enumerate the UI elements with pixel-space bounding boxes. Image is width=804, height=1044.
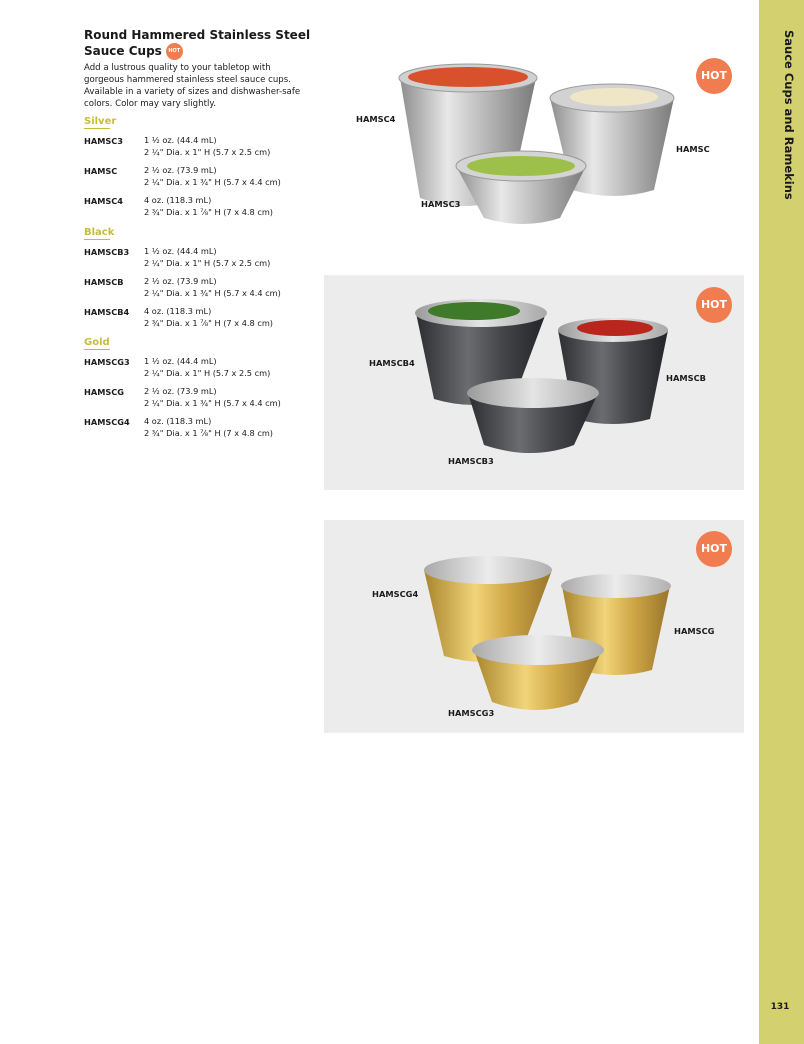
- item-code: HAMSC4: [84, 196, 123, 206]
- cup-label-small: HAMSCB3: [448, 456, 494, 466]
- item-capacity: 4 oz. (118.3 mL): [144, 306, 212, 316]
- silver-cups-illustration: [324, 30, 744, 250]
- item-capacity: 2 ½ oz. (73.9 mL): [144, 276, 217, 286]
- page-number: 131: [770, 1002, 790, 1012]
- item-spec: [144, 134, 314, 158]
- cup-label-large: HAMSC4: [356, 114, 396, 124]
- item-capacity: 1 ½ oz. (44.4 mL): [144, 135, 217, 145]
- cup-label-small: HAMSCG3: [448, 708, 495, 718]
- cup-label-small: HAMSC3: [421, 199, 461, 209]
- item-capacity: 2 ½ oz. (73.9 mL): [144, 165, 217, 175]
- hot-mini-badge: HOT: [166, 43, 183, 60]
- item-size: 2 ¾" Dia. x 1 ⁷⁄₈" H (7 x 4.8 cm): [144, 428, 273, 438]
- item-code: HAMSCG3: [84, 357, 130, 367]
- cup-label-medium: HAMSCG: [674, 626, 715, 636]
- sidebar-title: [762, 30, 802, 330]
- product-title: [84, 28, 314, 60]
- cup-label-large: HAMSCG4: [372, 589, 419, 599]
- item-size: 2 ¼" Dia. x 1 ¾" H (5.7 x 4.4 cm): [144, 177, 281, 187]
- photo-gold-cups: [324, 520, 744, 733]
- item-spec: [144, 305, 314, 329]
- section-label-black: Black: [84, 227, 115, 238]
- item-size: 2 ¾" Dia. x 1 ⁷⁄₈" H (7 x 4.8 cm): [144, 318, 273, 328]
- item-capacity: 1 ½ oz. (44.4 mL): [144, 246, 217, 256]
- item-size: 2 ¾" Dia. x 1 ⁷⁄₈" H (7 x 4.8 cm): [144, 207, 273, 217]
- cup-label-medium: HAMSC: [676, 144, 710, 154]
- item-capacity: 1 ½ oz. (44.4 mL): [144, 356, 217, 366]
- product-title-line2: Sauce Cups: [84, 44, 162, 58]
- cup-label-large: HAMSCB4: [369, 358, 415, 368]
- hot-badge: HOT: [696, 531, 732, 567]
- product-description: Add a lustrous quality to your tabletop with gorgeous hammered stainless steel sauce cups. Available in a variety of sizes and dishwasher-safe colors. Color may vary slightly.: [84, 63, 301, 109]
- item-size: 2 ¼" Dia. x 1 ¾" H (5.7 x 4.4 cm): [144, 288, 281, 298]
- item-size: 2 ¼" Dia. x 1" H (5.7 x 2.5 cm): [144, 147, 271, 157]
- item-spec: [144, 275, 314, 299]
- cup-label-medium: HAMSCB: [666, 373, 707, 383]
- item-spec: [144, 355, 314, 379]
- item-size: 2 ¼" Dia. x 1" H (5.7 x 2.5 cm): [144, 368, 271, 378]
- item-code: HAMSC3: [84, 136, 123, 146]
- photo-black-cups: [324, 275, 744, 490]
- item-code: HAMSCB4: [84, 307, 130, 317]
- item-size: 2 ¼" Dia. x 1 ¾" H (5.7 x 4.4 cm): [144, 398, 281, 408]
- item-spec: [144, 245, 314, 269]
- hot-badge: HOT: [696, 287, 732, 323]
- item-code: HAMSCB: [84, 277, 124, 287]
- item-spec: [144, 194, 314, 218]
- item-capacity: 4 oz. (118.3 mL): [144, 416, 212, 426]
- product-title-line1: Round Hammered Stainless Steel: [84, 28, 311, 42]
- item-code: HAMSCG: [84, 387, 124, 397]
- section-label-gold: Gold: [84, 337, 110, 348]
- hot-badge: HOT: [696, 58, 732, 94]
- item-spec: [144, 385, 314, 409]
- product-title-line2-row: [84, 43, 314, 60]
- item-spec: [144, 415, 314, 439]
- item-code: HAMSCG4: [84, 417, 130, 427]
- sidebar-title-text: Sauce Cups and Ramekins: [782, 30, 796, 200]
- item-size: 2 ¼" Dia. x 1" H (5.7 x 2.5 cm): [144, 258, 271, 268]
- photo-silver-cups: [324, 30, 744, 250]
- section-label-silver: Silver: [84, 116, 117, 127]
- item-code: HAMSCB3: [84, 247, 130, 257]
- item-code: HAMSC: [84, 166, 118, 176]
- item-spec: [144, 164, 314, 188]
- item-capacity: 2 ½ oz. (73.9 mL): [144, 386, 217, 396]
- item-capacity: 4 oz. (118.3 mL): [144, 195, 212, 205]
